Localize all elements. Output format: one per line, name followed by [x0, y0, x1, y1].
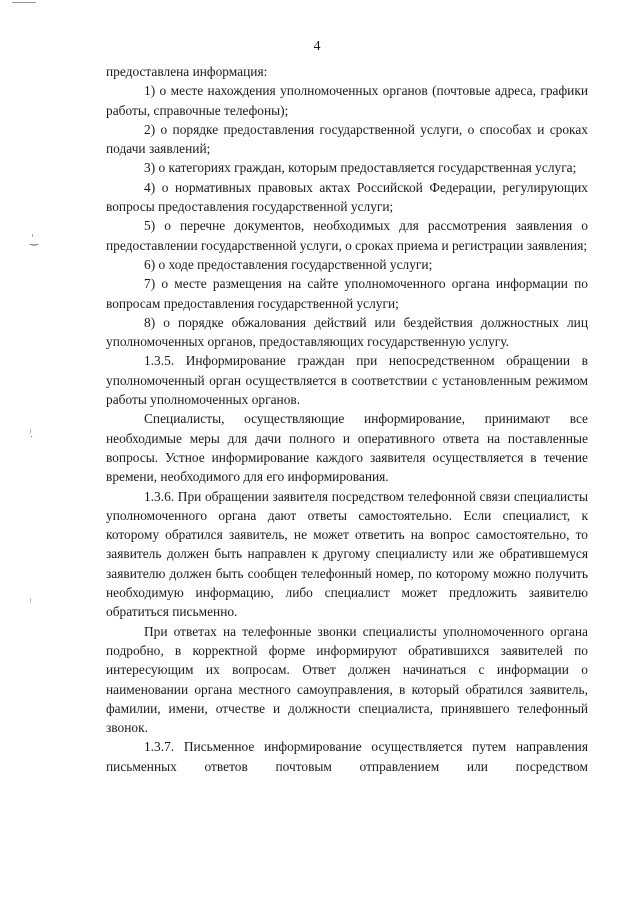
paragraph: Специалисты, осуществляющие информирование, принимают все необходимые меры для дачи полного и оперативного ответа на поставленные вопросы. Устное информирование каждого заявителя осуществляется в течение времени, необходимого для его информирования. [106, 411, 588, 485]
list-item: 7) о месте размещения на сайте уполномоченного органа информации по вопросам предоставления государственной услуги; [106, 276, 588, 311]
list-item: 8) о порядке обжалования действий или бездействия должностных лиц уполномоченных органов, предоставляющих государственную услугу. [106, 314, 588, 350]
margin-mark: ᵎ [30, 596, 32, 607]
list-item: 1) о месте нахождения уполномоченных органов (почтовые адреса, графики работы, справочные телефоны); [106, 83, 588, 118]
list-item: 6) о ходе предоставления государственной услуги; [144, 256, 433, 272]
list-item: 4) о нормативных правовых актах Российской Федерации, регулирующих вопросы предоставления государственной услуги; [106, 179, 588, 215]
list-item: 3) о категориях граждан, которым предоставляется государственная услуга; [144, 160, 577, 176]
document-body [106, 62, 588, 776]
list-item: 5) о перечне документов, необходимых для рассмотрения заявления о предоставлении государственной услуги, о сроках приема и регистрации заявления; [106, 218, 588, 253]
scan-artifact [12, 2, 36, 3]
paragraph: 1.3.6. При обращении заявителя посредством телефонной связи специалисты уполномоченного органа дают ответы самостоятельно. Если специалист, к которому обратился заявитель, не может ответить на вопрос самостоятельно, то заявитель должен быть направлен к другому специалисту или же обратившемуся заявителю должен быть сообщен телефонный номер, по которому можно получить необходимую информацию, либо специалист может предложить заявителю обратиться письменно. [106, 488, 588, 620]
list-item: 2) о порядке предоставления государственной услуги, о способах и сроках подачи заявлений; [106, 121, 588, 157]
page-number: 4 [313, 39, 321, 54]
paragraph: 1.3.5. Информирование граждан при непосредственном обращении в уполномоченный орган осуществляется в соответствии с установленным режимом работы уполномоченных органов. [106, 353, 588, 408]
margin-mark: ᵎ̣ [30, 427, 32, 438]
paragraph: 1.3.7. Письменное информирование осуществляется путем направления письменных ответов почтовым отправлением или посредством [106, 739, 588, 774]
paragraph: предоставлена информация: [106, 64, 268, 79]
paragraph: При ответах на телефонные звонки специалисты уполномоченного органа подробно, в корректной форме информируют обратившихся заявителей по интересующим их вопросам. Ответ должен начинаться с информации о наименовании органа местного самоуправления, в который обратился заявитель, фамилии, имени, отчестве и должности специалиста, принявшего телефонный звонок. [106, 623, 588, 736]
margin-mark: ٰ‿ [30, 235, 39, 246]
